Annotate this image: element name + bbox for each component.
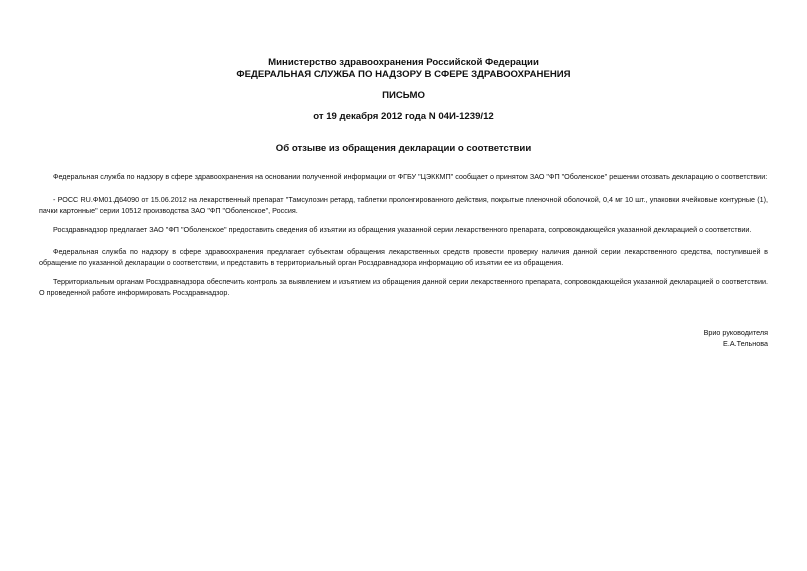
- document-subject: Об отзыве из обращения декларации о соответствии: [275, 143, 532, 154]
- service-name: ФЕДЕРАЛЬНАЯ СЛУЖБА ПО НАДЗОРУ В СФЕРЕ ЗДРАВООХРАНЕНИЯ: [236, 69, 571, 80]
- document-date-number: от 19 декабря 2012 года N 04И-1239/12: [313, 111, 494, 122]
- document-type: ПИСЬМО: [382, 90, 425, 101]
- body-paragraph-5: Территориальным органам Росздравнадзора обеспечить контроль за выявлением и изъятием из обращения данной серии лекарственного препарата, сопровождающейся указанной декларацией о соответствии. О проведенной работе информировать Росздравнадзор.: [39, 277, 768, 297]
- body-paragraph-2: - РОСС RU.ФМ01.Д64090 от 15.06.2012 на лекарственный препарат "Тамсулозин ретард, таблетки пролонгированного действия, покрытые пленочной оболочкой, 0,4 мг 10 шт., упаковки ячейковые контурные (1), пачки картонные" серии 10512 производства ЗАО "ФП "Оболенское", Россия.: [39, 195, 768, 215]
- body-paragraph-3: Росздравнадзор предлагает ЗАО "ФП "Оболенское" предоставить сведения об изъятии из обращения указанной серии лекарственного препарата, сопровождающейся указанной декларацией о соответствии.: [53, 225, 752, 234]
- signer-name: Е.А.Тельнова: [723, 339, 768, 348]
- ministry-name: Министерство здравоохранения Российской Федерации: [268, 57, 539, 68]
- body-paragraph-4: Федеральная служба по надзору в сфере здравоохранения предлагает субъектам обращения лекарственных средств провести проверку наличия данной серии лекарственного средства, поступившей в обращение по указанной декларации о соответствии, и представить в территориальный орган Росздравнадзора информацию об изъятии ее из обращения.: [39, 247, 768, 267]
- signature-block: [704, 327, 768, 349]
- document-header: [0, 57, 807, 81]
- body-paragraph-1: Федеральная служба по надзору в сфере здравоохранения на основании полученной информации от ФГБУ "ЦЭККМП" сообщает о принятом ЗАО "ФП "Оболенское" решении отозвать декларацию о соответствии:: [53, 172, 768, 181]
- signer-position: Врио руководителя: [703, 328, 768, 337]
